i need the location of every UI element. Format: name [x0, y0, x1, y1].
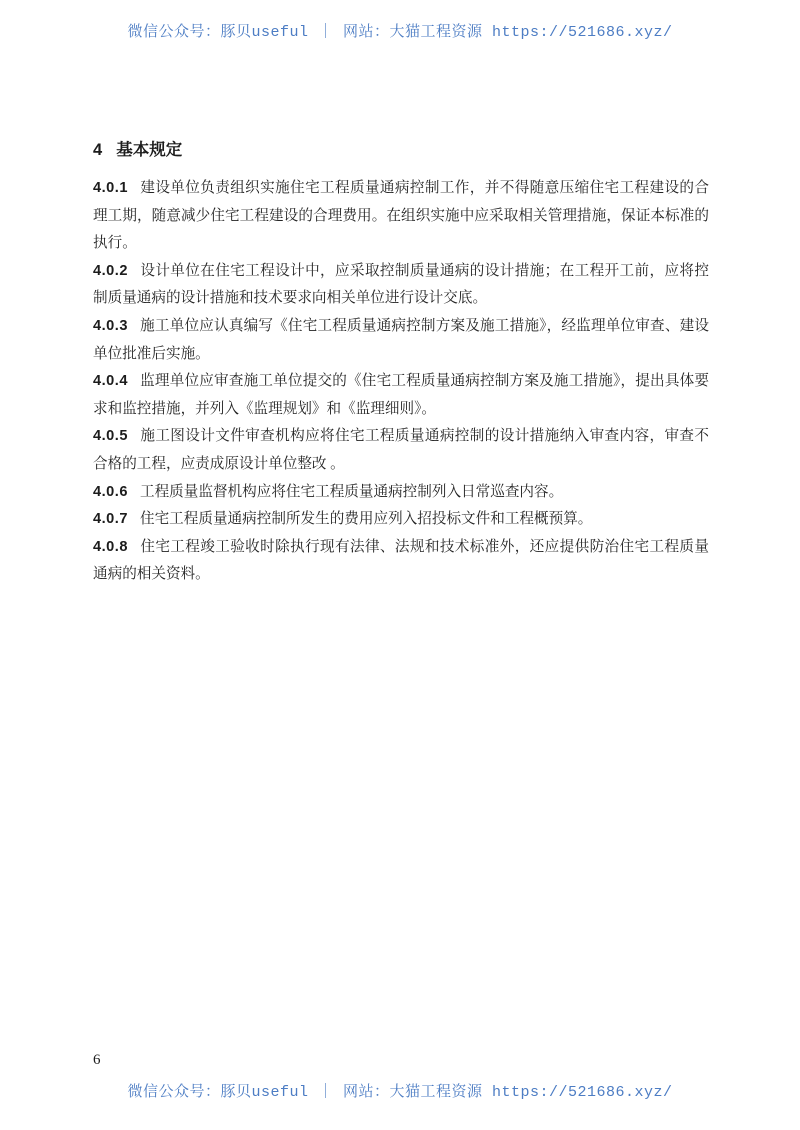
clause-text: 住宅工程质量通病控制所发生的费用应列入招投标文件和工程概预算。 [139, 511, 593, 528]
clause-number: 4.0.1 [93, 180, 128, 196]
clause-4-0-5 [93, 423, 709, 478]
clause-4-0-2 [93, 258, 709, 313]
clause-number: 4.0.4 [93, 373, 128, 390]
clause-4-0-7 [93, 506, 709, 534]
section-heading [93, 139, 709, 161]
clause-4-0-3 [93, 313, 709, 368]
clause-4-0-4 [93, 368, 709, 423]
section-title: 基本规定 [116, 141, 183, 159]
clause-number: 4.0.7 [93, 511, 128, 528]
page-content [93, 139, 709, 589]
clause-number: 4.0.8 [93, 538, 128, 555]
clause-number: 4.0.5 [93, 428, 128, 445]
clause-number: 4.0.2 [93, 262, 128, 279]
section-number: 4 [93, 141, 103, 159]
clause-number: 4.0.3 [93, 317, 128, 334]
watermark-footer: 微信公众号：豚贝useful ｜ 网站：大猫工程资源 https://521686.xyz/ [127, 1084, 673, 1101]
page-number: 6 [93, 1052, 101, 1068]
clause-text: 施工单位应认真编写《住宅工程质量通病控制方案及施工措施》，经监理单位审查、建设单位批准后实施。 [93, 317, 709, 362]
clause-4-0-6 [93, 479, 709, 507]
clause-text: 设计单位在住宅工程设计中，应采取控制质量通病的设计措施；在工程开工前，应将控制质量通病的设计措施和技术要求向相关单位进行设计交底。 [93, 262, 709, 307]
clause-text: 工程质量监督机构应将住宅工程质量通病控制列入日常巡查内容。 [139, 483, 564, 500]
clause-text: 建设单位负责组织实施住宅工程质量通病控制工作，并不得随意压缩住宅工程建设的合理工期，随意减少住宅工程建设的合理费用。在组织实施中应采取相关管理措施，保证本标准的执行。 [93, 180, 709, 252]
clause-4-0-8 [93, 534, 709, 589]
clause-text: 住宅工程竣工验收时除执行现有法律、法规和技术标准外，还应提供防治住宅工程质量通病的相关资料。 [93, 538, 709, 583]
clause-number: 4.0.6 [93, 483, 128, 500]
clause-text: 监理单位应审查施工单位提交的《住宅工程质量通病控制方案及施工措施》，提出具体要求和监控措施，并列入《监理规划》和《监理细则》。 [93, 373, 709, 417]
watermark-header: 微信公众号：豚贝useful ｜ 网站：大猫工程资源 https://521686.xyz/ [127, 24, 673, 41]
clause-text: 施工图设计文件审查机构应将住宅工程质量通病控制的设计措施纳入审查内容，审查不合格的工程，应责成原设计单位整改 。 [93, 428, 709, 472]
clause-4-0-1 [93, 175, 709, 258]
